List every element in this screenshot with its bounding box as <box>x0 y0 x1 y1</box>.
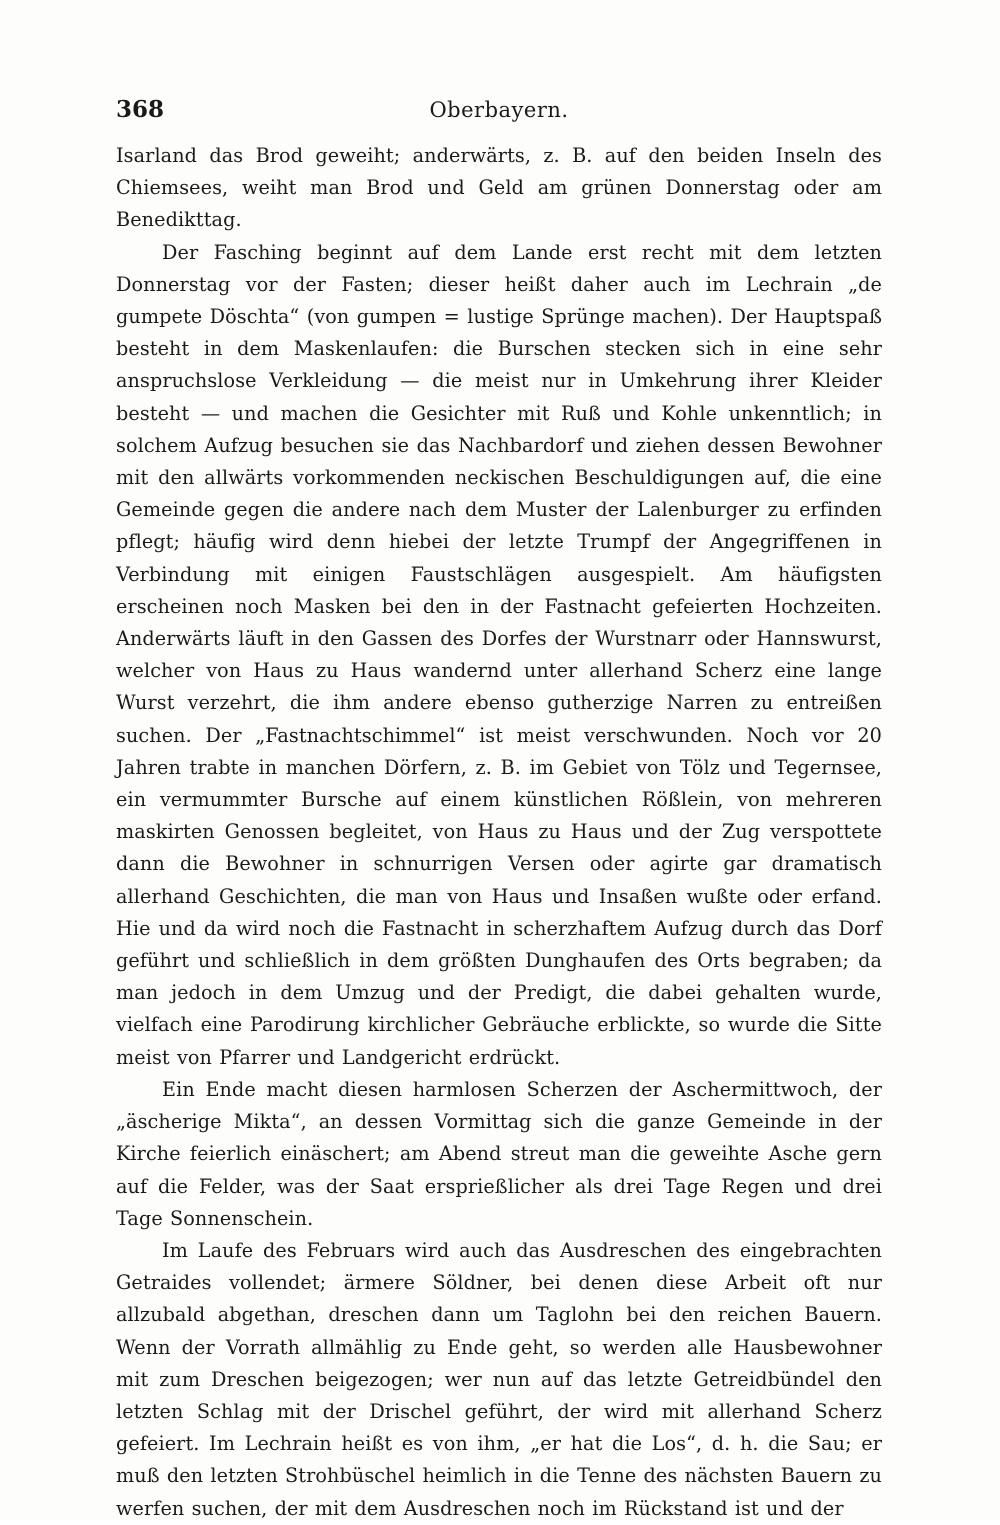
body-text <box>116 140 882 1525</box>
paragraph-continued: Isarland das Brod geweiht; anderwärts, z. B. auf den beiden Inseln des Chiemsees, weiht man Brod und Geld am grünen Donnerstag oder am Benedikttag. <box>116 144 882 232</box>
paragraph-fasching: Der Fasching beginnt auf dem Lande erst recht mit dem letzten Donnerstag vor der Fasten; dieser heißt daher auch im Lechrain „de gumpete Döschta“ (von gumpen = lustige Sprünge machen). Der Hauptspaß besteht in dem Maskenlaufen: die Burschen stecken sich in eine sehr anspruchslose Verkleidung — die meist nur in Umkehrung ihrer Kleider besteht — und machen die Gesichter mit Ruß und Kohle unkenntlich; in solchem Aufzug besuchen sie das Nachbardorf und ziehen dessen Bewohner mit den allwärts vorkommenden neckischen Beschuldigungen auf, die eine Gemeinde gegen die andere nach dem Muster der Lalenburger zu erfinden pflegt; häufig wird denn hiebei der letzte Trumpf der Angegriffenen in Verbindung mit einigen Faustschlägen ausgespielt. Am häufigsten erscheinen noch Masken bei den in der Fastnacht gefeierten Hochzeiten. Anderwärts läuft in den Gassen des Dorfes der Wurstnarr oder Hannswurst, welcher von Haus zu Haus wandernd unter allerhand Scherz eine lange Wurst verzehrt, die ihm andere ebenso gutherzige Narren zu entreißen suchen. Der „Fastnachtschimmel“ ist meist verschwunden. Noch vor 20 Jahren trabte in manchen Dörfern, z. B. im Gebiet von Tölz und Tegernsee, ein vermummter Bursche auf einem künstlichen Rößlein, von mehreren maskirten Genossen begleitet, von Haus zu Haus und der Zug verspottete dann die Bewohner in schnurrigen Versen oder agirte gar dramatisch allerhand Geschichten, die man von Haus und Insaßen wußte oder erfand. Hie und da wird noch die Fastnacht in scherzhaftem Aufzug durch das Dorf geführt und schließlich in dem größten Dunghaufen des Orts begraben; da man jedoch in dem Umzug und der Predigt, die dabei gehalten wurde, vielfach eine Parodirung kirchlicher Gebräuche erblickte, so wurde die Sitte meist von Pfarrer und Landgericht erdrückt. <box>116 240 882 1069</box>
page-number: 368 <box>116 96 165 123</box>
running-head <box>116 92 882 128</box>
paragraph-februar: Im Laufe des Februars wird auch das Ausdreschen des eingebrachten Getraides vollendet; ärmere Söldner, bei denen diese Arbeit oft nur allzubald abgethan, dreschen dann um Taglohn bei den reichen Bauern. Wenn der Vorrath allmählig zu Ende geht, so werden alle Hausbewohner mit zum Dreschen beigezogen; wer nun auf das letzte Getreidbündel den letzten Schlag mit der Drischel geführt, der wird mit allerhand Scherz gefeiert. Im Lechrain heißt es von ihm, „er hat die Los“, d. h. die Sau; er muß den letzten Strohbüschel heimlich in die Tenne des nächsten Bauern zu werfen suchen, der mit dem Ausdreschen noch im Rückstand ist und der <box>116 1238 882 1520</box>
paragraph-aschermittwoch: Ein Ende macht diesen harmlosen Scherzen der Aschermittwoch, der „äscherige Mikta“, an dessen Vormittag sich die ganze Gemeinde in der Kirche feierlich einäschert; am Abend streut man die geweihte Asche gern auf die Felder, was der Saat ersprießlicher als drei Tage Regen und drei Tage Sonnenschein. <box>116 1077 882 1230</box>
running-title: Oberbayern. <box>429 98 569 122</box>
